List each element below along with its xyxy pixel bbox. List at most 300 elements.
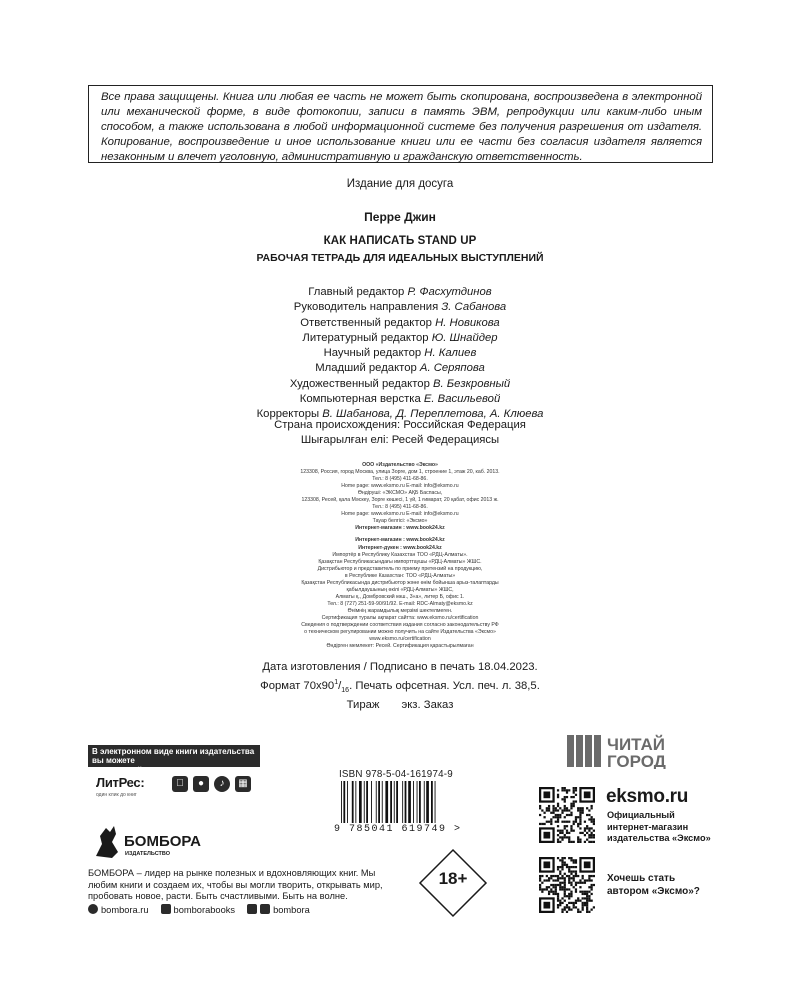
qr-module <box>541 882 543 884</box>
qr-module <box>584 879 586 881</box>
qr-module <box>564 827 566 829</box>
qr-module <box>568 821 570 823</box>
qr-module <box>588 827 590 829</box>
barcode-bar <box>382 781 383 823</box>
credit-line: Научный редактор Н. Калиев <box>323 347 477 360</box>
qr-module <box>541 875 543 877</box>
qr-module <box>550 821 552 823</box>
barcode-bar <box>431 781 433 823</box>
qr-module <box>555 893 557 895</box>
qr-module <box>573 861 575 863</box>
qr-module <box>559 900 561 902</box>
qr-module <box>573 800 575 802</box>
qr-module <box>593 823 595 825</box>
qr-module <box>561 787 563 789</box>
qr-module <box>555 875 557 877</box>
qr-module <box>566 807 568 809</box>
social-link-site[interactable]: bombora.ru <box>88 904 149 915</box>
qr-module <box>582 882 584 884</box>
qr-module <box>564 825 566 827</box>
qr-module <box>577 839 579 841</box>
qr-module <box>593 841 595 843</box>
qr-module <box>579 841 581 843</box>
qr-module <box>575 891 577 893</box>
qr-module <box>584 891 586 893</box>
qr-module <box>564 816 566 818</box>
qr-module <box>559 836 561 838</box>
qr-module <box>570 902 572 904</box>
barcode-bar <box>352 781 354 823</box>
book-subtitle: РАБОЧАЯ ТЕТРАДЬ ДЛЯ ИДЕАЛЬНЫХ ВЫСТУПЛЕНИЙ <box>256 252 544 264</box>
qr-module <box>591 893 593 895</box>
qr-module <box>548 891 550 893</box>
qr-module <box>591 886 593 888</box>
qr-finder <box>584 861 591 868</box>
qr-module <box>591 900 593 902</box>
qr-module <box>573 823 575 825</box>
qr-module <box>570 857 572 859</box>
qr-module <box>561 902 563 904</box>
qr-module <box>557 805 559 807</box>
qr-module <box>541 891 543 893</box>
qr-module <box>591 909 593 911</box>
qr-module <box>561 864 563 866</box>
qr-module <box>561 859 563 861</box>
qr-module <box>573 902 575 904</box>
qr-module <box>564 886 566 888</box>
qr-module <box>568 870 570 872</box>
qr-module <box>579 911 581 913</box>
qr-module <box>570 825 572 827</box>
qr-module <box>543 879 545 881</box>
qr-module <box>557 834 559 836</box>
qr-module <box>577 875 579 877</box>
social-link-vk[interactable]: bomborabooks <box>161 904 236 915</box>
qr-module <box>588 809 590 811</box>
qr-module <box>539 886 541 888</box>
qr-module <box>557 866 559 868</box>
qr-module <box>577 909 579 911</box>
qr-module <box>582 893 584 895</box>
eksmo-url[interactable]: eksmo.ru <box>606 786 689 807</box>
qr-module <box>586 814 588 816</box>
qr-module <box>559 841 561 843</box>
qr-module <box>570 877 572 879</box>
windows-icon[interactable]: ▦ <box>235 776 251 792</box>
qr-module <box>591 807 593 809</box>
qr-module <box>593 836 595 838</box>
qr-module <box>566 809 568 811</box>
qr-module <box>548 821 550 823</box>
qr-module <box>564 805 566 807</box>
qr-module <box>570 796 572 798</box>
svg-text:ЧИТАЙ: ЧИТАЙ <box>607 735 665 754</box>
qr-module <box>582 875 584 877</box>
qr-module <box>577 807 579 809</box>
qr-module <box>568 888 570 890</box>
qr-module <box>546 879 548 881</box>
qr-module <box>552 893 554 895</box>
qr-module <box>561 888 563 890</box>
barcode-bar <box>435 781 436 823</box>
qr-module <box>593 884 595 886</box>
qr-module <box>577 882 579 884</box>
qr-module <box>539 888 541 890</box>
youtube-icon <box>247 904 257 914</box>
qr-module <box>552 891 554 893</box>
age-rating: 18+ <box>438 869 468 888</box>
qr-module <box>568 836 570 838</box>
qr-module <box>570 807 572 809</box>
qr-module <box>575 900 577 902</box>
qr-module <box>559 866 561 868</box>
qr-module <box>573 805 575 807</box>
qr-module <box>557 841 559 843</box>
qr-module <box>561 911 563 913</box>
qr-module <box>543 812 545 814</box>
qr-module <box>552 809 554 811</box>
qr-module <box>588 886 590 888</box>
qr-module <box>548 807 550 809</box>
qr-module <box>564 834 566 836</box>
qr-module <box>566 864 568 866</box>
qr-module <box>541 809 543 811</box>
ebook-banner[interactable]: В электронном виде книги издательства вы можете купить на www.litres.ru <box>88 745 260 767</box>
qr-module <box>564 906 566 908</box>
qr-module <box>579 882 581 884</box>
qr-module <box>586 906 588 908</box>
qr-module <box>570 870 572 872</box>
qr-module <box>591 879 593 881</box>
qr-module <box>555 816 557 818</box>
qr-module <box>566 836 568 838</box>
barcode-bar <box>390 781 392 823</box>
qr-module <box>557 789 559 791</box>
qr-module <box>550 891 552 893</box>
qr-module <box>564 879 566 881</box>
qr-module <box>575 818 577 820</box>
qr-module <box>561 836 563 838</box>
qr-module <box>566 875 568 877</box>
book-author: Перре Джин <box>364 210 436 224</box>
qr-module <box>557 875 559 877</box>
country-of-origin: Страна происхождения: Российская Федерация Шығарылған елі: Ресей Федерациясы <box>274 419 526 446</box>
qr-module <box>561 798 563 800</box>
qr-module <box>552 875 554 877</box>
qr-module <box>561 839 563 841</box>
qr-module <box>582 832 584 834</box>
qr-module <box>552 886 554 888</box>
qr-module <box>570 830 572 832</box>
litres-app-icon[interactable]: ♪ <box>214 776 230 792</box>
qr-module <box>575 787 577 789</box>
qr-module <box>588 891 590 893</box>
litres-tagline: один клик до книг <box>96 792 137 798</box>
qr-finder <box>543 832 550 839</box>
qr-module <box>568 895 570 897</box>
svg-text:БОМБОРА: БОМБОРА <box>124 833 201 850</box>
qr-module <box>570 882 572 884</box>
qr-module <box>588 897 590 899</box>
qr-module <box>579 839 581 841</box>
qr-module <box>557 818 559 820</box>
social-link-youtube[interactable]: bombora <box>247 904 310 915</box>
qr-module <box>564 836 566 838</box>
qr-module <box>570 893 572 895</box>
eksmo-qr-code[interactable] <box>539 787 595 843</box>
credits-list <box>0 285 800 423</box>
qr-module <box>548 805 550 807</box>
qr-module <box>539 807 541 809</box>
qr-module <box>575 875 577 877</box>
qr-module <box>575 800 577 802</box>
qr-finder <box>584 791 591 798</box>
qr-module <box>591 888 593 890</box>
qr-module <box>591 884 593 886</box>
qr-module <box>586 827 588 829</box>
qr-module <box>579 814 581 816</box>
qr-module <box>546 809 548 811</box>
qr-module <box>584 904 586 906</box>
qr-module <box>575 821 577 823</box>
qr-module <box>568 902 570 904</box>
qr-module <box>575 902 577 904</box>
qr-module <box>546 821 548 823</box>
qr-module <box>586 893 588 895</box>
qr-module <box>561 812 563 814</box>
barcode-bar <box>364 781 365 823</box>
qr-module <box>557 895 559 897</box>
qr-module <box>552 879 554 881</box>
qr-module <box>575 888 577 890</box>
qr-module <box>588 895 590 897</box>
qr-module <box>575 794 577 796</box>
copyright-notice: Все права защищены. Книга или любая ее часть не может быть скопирована, воспроизведена в электронной или механической форме, в виде фотокопии, записи в память ЭВМ, репродукции или каким-либо иным способом, а также использована в любой информационной системе без получения разрешения от издателя. Копирование, воспроизведение и иное использование книги или ее части без согласия издателя является незаконным и влечет уголовную, административную и гражданскую ответственность. <box>88 85 713 163</box>
author-qr-code[interactable] <box>539 857 595 913</box>
qr-module <box>564 895 566 897</box>
barcode-bar <box>413 781 414 823</box>
qr-module <box>591 821 593 823</box>
barcode-bar <box>366 781 368 823</box>
qr-module <box>566 814 568 816</box>
qr-module <box>573 870 575 872</box>
qr-module <box>557 893 559 895</box>
qr-module <box>582 807 584 809</box>
qr-module <box>557 897 559 899</box>
qr-module <box>559 904 561 906</box>
qr-module <box>573 796 575 798</box>
qr-module <box>584 830 586 832</box>
qr-module <box>557 879 559 881</box>
qr-module <box>570 909 572 911</box>
book-title: КАК НАПИСАТЬ STAND UP <box>323 235 477 247</box>
author-call: Хочешь стать автором «Эксмо»? <box>607 873 700 897</box>
qr-module <box>566 895 568 897</box>
qr-module <box>582 897 584 899</box>
qr-module <box>559 814 561 816</box>
qr-module <box>579 807 581 809</box>
qr-module <box>593 818 595 820</box>
qr-module <box>559 882 561 884</box>
qr-module <box>564 857 566 859</box>
qr-module <box>557 868 559 870</box>
qr-module <box>564 787 566 789</box>
qr-module <box>564 821 566 823</box>
qr-module <box>593 906 595 908</box>
qr-module <box>586 879 588 881</box>
qr-module <box>579 812 581 814</box>
vk-icon <box>161 904 171 914</box>
qr-module <box>579 886 581 888</box>
qr-module <box>564 888 566 890</box>
qr-module <box>573 789 575 791</box>
qr-module <box>564 796 566 798</box>
qr-module <box>557 857 559 859</box>
litres-logo: ЛитРес: <box>96 775 145 790</box>
qr-module <box>588 836 590 838</box>
qr-module <box>539 823 541 825</box>
qr-module <box>564 893 566 895</box>
eksmo-description: Официальный интернет-магазин издательства «Эксмо» <box>607 810 711 843</box>
qr-module <box>566 866 568 868</box>
qr-module <box>539 875 541 877</box>
barcode-bar <box>341 781 342 823</box>
qr-module <box>543 816 545 818</box>
qr-module <box>568 841 570 843</box>
qr-module <box>570 814 572 816</box>
qr-module <box>577 809 579 811</box>
qr-module <box>586 891 588 893</box>
qr-module <box>548 877 550 879</box>
qr-module <box>588 877 590 879</box>
qr-module <box>570 891 572 893</box>
qr-module <box>570 805 572 807</box>
qr-module <box>593 830 595 832</box>
qr-module <box>568 893 570 895</box>
qr-module <box>561 861 563 863</box>
android-icon[interactable]: ● <box>193 776 209 792</box>
qr-module <box>573 906 575 908</box>
qr-module <box>586 902 588 904</box>
qr-module <box>561 830 563 832</box>
qr-module <box>570 873 572 875</box>
qr-module <box>588 818 590 820</box>
qr-module <box>573 787 575 789</box>
qr-module <box>559 816 561 818</box>
credit-line: Младший редактор А. Серяпова <box>315 362 485 375</box>
qr-module <box>561 875 563 877</box>
qr-module <box>557 884 559 886</box>
qr-module <box>559 886 561 888</box>
qr-module <box>557 809 559 811</box>
qr-module <box>552 812 554 814</box>
qr-module <box>577 841 579 843</box>
qr-module <box>557 794 559 796</box>
qr-module <box>575 859 577 861</box>
qr-module <box>568 879 570 881</box>
barcode-bar <box>408 781 411 823</box>
qr-module <box>559 873 561 875</box>
qr-module <box>564 900 566 902</box>
qr-module <box>550 823 552 825</box>
qr-module <box>588 911 590 913</box>
qr-module <box>557 877 559 879</box>
qr-module <box>557 830 559 832</box>
qr-module <box>566 789 568 791</box>
qr-module <box>568 839 570 841</box>
qr-module <box>566 821 568 823</box>
qr-module <box>577 911 579 913</box>
qr-module <box>579 821 581 823</box>
qr-module <box>573 886 575 888</box>
qr-module <box>557 839 559 841</box>
barcode-bar <box>394 781 395 823</box>
qr-module <box>559 877 561 879</box>
qr-module <box>570 859 572 861</box>
qr-module <box>552 807 554 809</box>
qr-module <box>539 879 541 881</box>
qr-module <box>555 879 557 881</box>
apple-icon[interactable] <box>172 776 188 792</box>
qr-module <box>588 900 590 902</box>
qr-module <box>555 886 557 888</box>
qr-module <box>561 897 563 899</box>
qr-module <box>564 861 566 863</box>
instagram-icon <box>88 904 98 914</box>
qr-module <box>582 904 584 906</box>
qr-module <box>586 904 588 906</box>
barcode-bar <box>402 781 403 823</box>
qr-module <box>588 875 590 877</box>
qr-module <box>577 900 579 902</box>
qr-module <box>561 832 563 834</box>
qr-module <box>564 884 566 886</box>
qr-module <box>548 809 550 811</box>
qr-module <box>552 805 554 807</box>
qr-module <box>541 888 543 890</box>
qr-module <box>566 791 568 793</box>
store-icons <box>172 776 251 792</box>
qr-module <box>584 841 586 843</box>
qr-module <box>555 809 557 811</box>
qr-module <box>568 832 570 834</box>
qr-module <box>559 884 561 886</box>
qr-module <box>588 834 590 836</box>
barcode-bar <box>355 781 356 823</box>
qr-module <box>559 902 561 904</box>
qr-module <box>586 839 588 841</box>
qr-module <box>573 877 575 879</box>
svg-text:ИЗДАТЕЛЬСТВО: ИЗДАТЕЛЬСТВО <box>125 851 171 857</box>
qr-module <box>557 816 559 818</box>
qr-module <box>577 816 579 818</box>
qr-module <box>564 807 566 809</box>
qr-module <box>584 827 586 829</box>
qr-module <box>573 859 575 861</box>
qr-module <box>591 875 593 877</box>
qr-module <box>546 807 548 809</box>
qr-module <box>561 821 563 823</box>
qr-module <box>573 866 575 868</box>
qr-module <box>557 906 559 908</box>
qr-module <box>566 832 568 834</box>
qr-module <box>575 873 577 875</box>
qr-module <box>543 888 545 890</box>
qr-module <box>586 900 588 902</box>
qr-module <box>555 888 557 890</box>
qr-module <box>564 882 566 884</box>
qr-module <box>591 834 593 836</box>
